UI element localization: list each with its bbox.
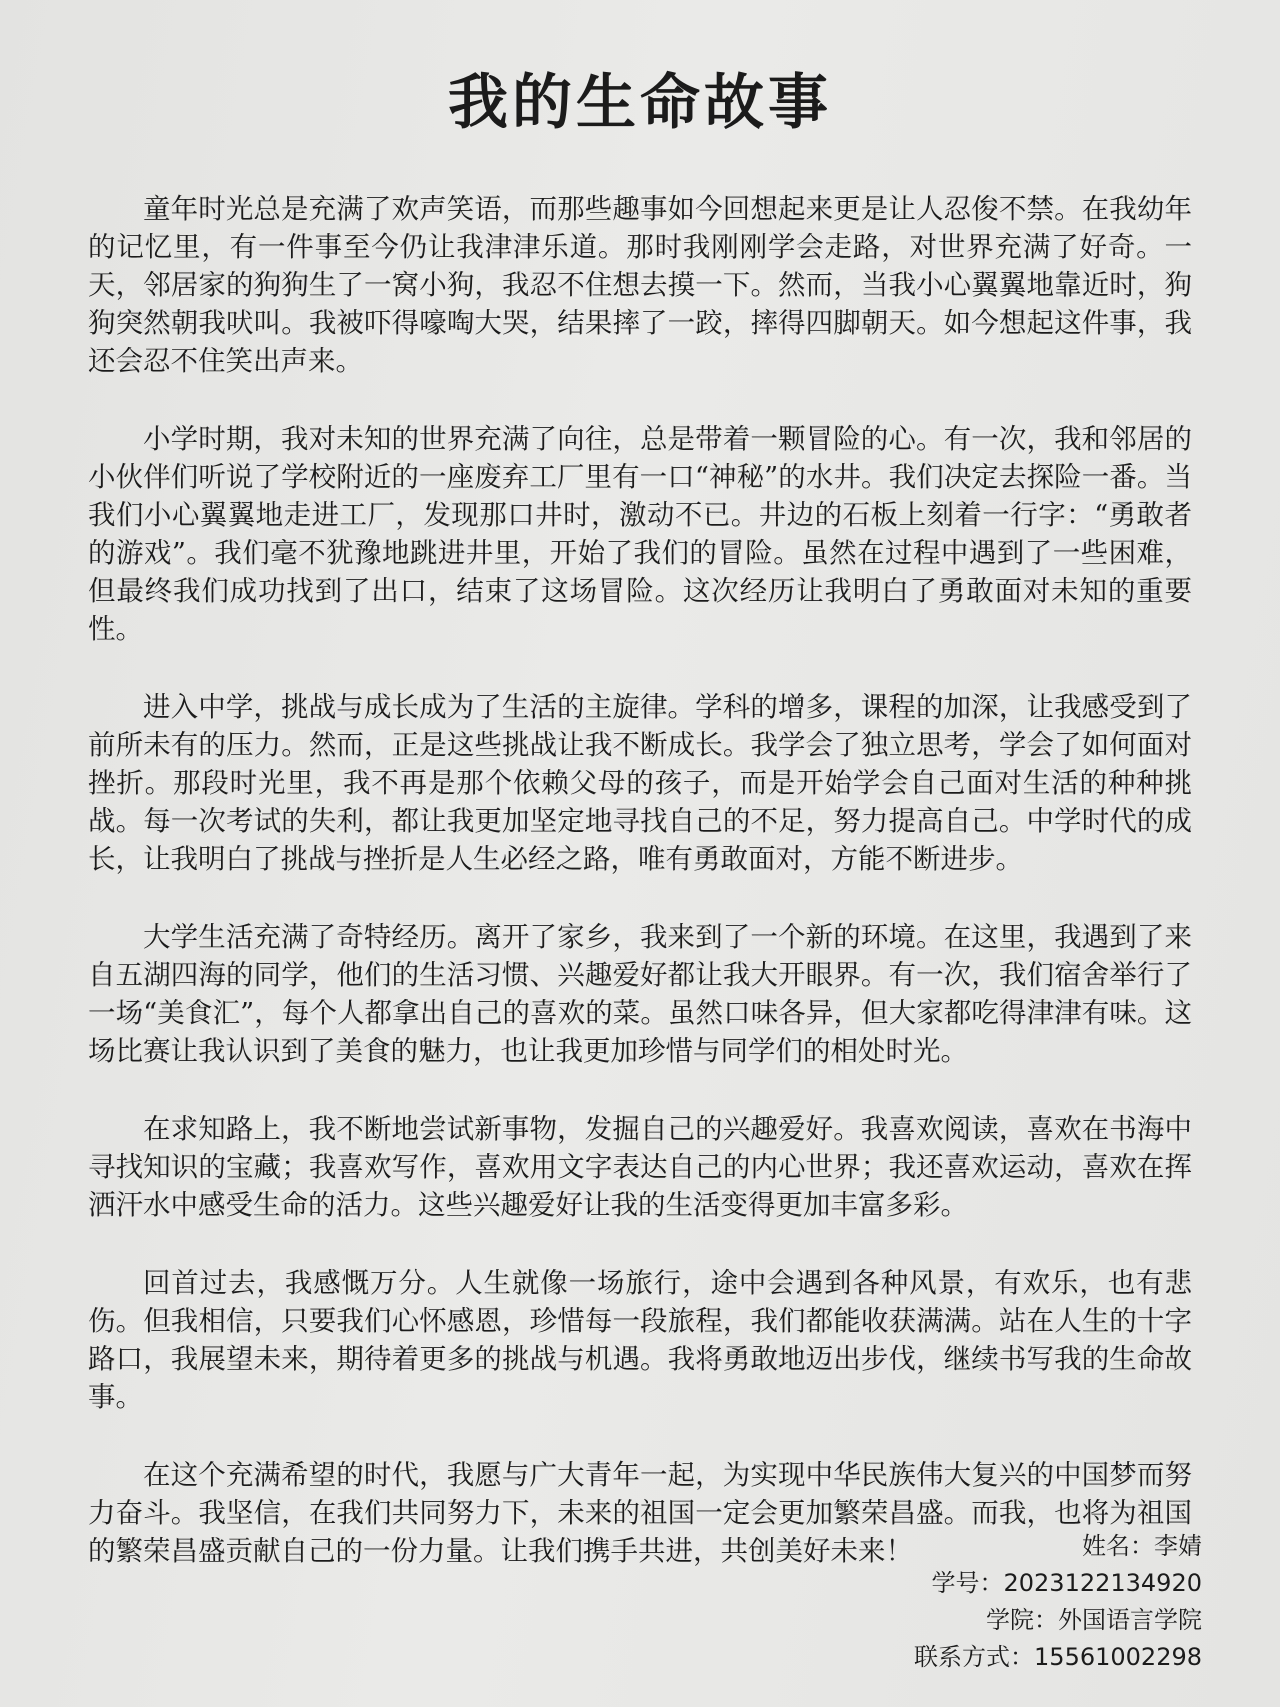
college-label: 学院： — [986, 1606, 1058, 1634]
student-id-label: 学号： — [931, 1569, 1004, 1597]
essay-body — [88, 190, 1192, 1610]
paragraph-hobbies: 在求知路上，我不断地尝试新事物，发掘自己的兴趣爱好。我喜欢阅读，喜欢在书海中寻找知识的宝藏；我喜欢写作，喜欢用文字表达自己的内心世界；我还喜欢运动，喜欢在挥洒汗水中感受生命的活力。这些兴趣爱好让我的生活变得更加丰富多彩。 — [88, 1113, 1192, 1221]
signature-college — [914, 1602, 1202, 1639]
paragraph-university: 大学生活充满了奇特经历。离开了家乡，我来到了一个新的环境。在这里，我遇到了来自五湖四海的同学，他们的生活习惯、兴趣爱好都让我大开眼界。有一次，我们宿舍举行了一场“美食汇”，每个人都拿出自己的喜欢的菜。虽然口味各异，但大家都吃得津津有味。这场比赛让我认识到了美食的魅力，也让我更加珍惜与同学们的相处时光。 — [88, 921, 1192, 1067]
college-value: 外国语言学院 — [1058, 1606, 1202, 1634]
signature-block — [914, 1528, 1202, 1676]
signature-student-id — [914, 1565, 1202, 1602]
signature-contact — [914, 1639, 1202, 1676]
contact-label: 联系方式： — [914, 1643, 1035, 1671]
paragraph-middle-school: 进入中学，挑战与成长成为了生活的主旋律。学科的增多，课程的加深，让我感受到了前所未有的压力。然而，正是这些挑战让我不断成长。我学会了独立思考，学会了如何面对挫折。那段时光里，我不再是那个依赖父母的孩子，而是开始学会自己面对生活的种种挑战。每一次考试的失利，都让我更加坚定地寻找自己的不足，努力提高自己。中学时代的成长，让我明白了挑战与挫折是人生必经之路，唯有勇敢面对，方能不断进步。 — [88, 691, 1192, 875]
paragraph-reflection: 回首过去，我感慨万分。人生就像一场旅行，途中会遇到各种风景，有欢乐，也有悲伤。但我相信，只要我们心怀感恩，珍惜每一段旅程，我们都能收获满满。站在人生的十字路口，我展望未来，期待着更多的挑战与机遇。我将勇敢地迈出步伐，继续书写我的生命故事。 — [88, 1267, 1192, 1413]
name-label: 姓名： — [1082, 1532, 1154, 1560]
name-value: 李婧 — [1154, 1532, 1202, 1560]
paragraph-childhood: 童年时光总是充满了欢声笑语，而那些趣事如今回想起来更是让人忍俊不禁。在我幼年的记忆里，有一件事至今仍让我津津乐道。那时我刚刚学会走路，对世界充满了好奇。一天，邻居家的狗狗生了一窝小狗，我忍不住想去摸一下。然而，当我小心翼翼地靠近时，狗狗突然朝我吠叫。我被吓得嚎啕大哭，结果摔了一跤，摔得四脚朝天。如今想起这件事，我还会忍不住笑出声来。 — [88, 193, 1192, 377]
paragraph-primary-school: 小学时期，我对未知的世界充满了向往，总是带着一颗冒险的心。有一次，我和邻居的小伙伴们听说了学校附近的一座废弃工厂里有一口“神秘”的水井。我们决定去探险一番。当我们小心翼翼地走进工厂，发现那口井时，激动不已。井边的石板上刻着一行字：“勇敢者的游戏”。我们毫不犹豫地跳进井里，开始了我们的冒险。虽然在过程中遇到了一些困难，但最终我们成功找到了出口，结束了这场冒险。这次经历让我明白了勇敢面对未知的重要性。 — [88, 423, 1192, 645]
signature-name — [914, 1528, 1202, 1565]
page-title: 我的生命故事 — [448, 68, 832, 138]
paragraph-aspiration: 在这个充满希望的时代，我愿与广大青年一起，为实现中华民族伟大复兴的中国梦而努力奋斗。我坚信，在我们共同努力下，未来的祖国一定会更加繁荣昌盛。而我，也将为祖国的繁荣昌盛贡献自己的一份力量。让我们携手共进，共创美好未来！ — [88, 1459, 1192, 1567]
contact-value: 15561002298 — [1034, 1643, 1202, 1671]
student-id-value: 2023122134920 — [1003, 1569, 1202, 1597]
